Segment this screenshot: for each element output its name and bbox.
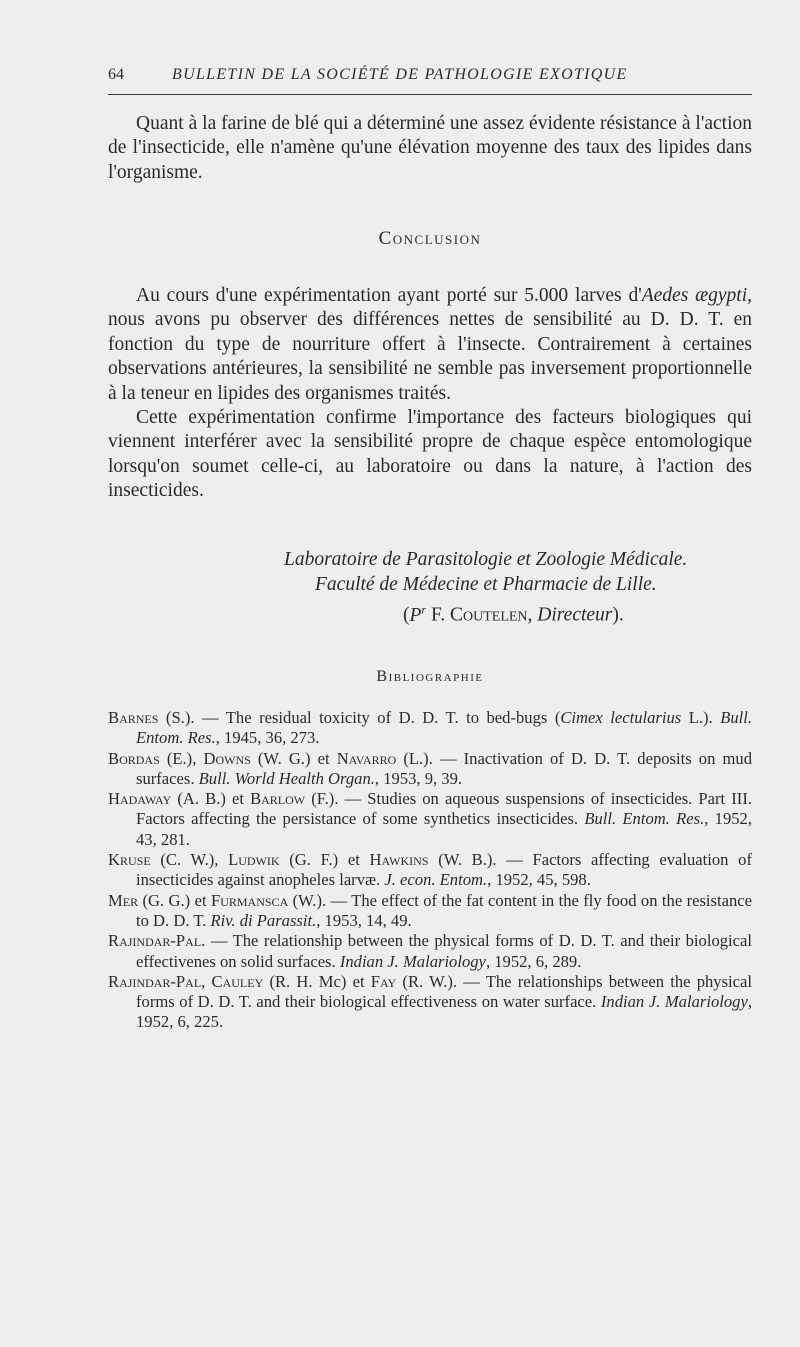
ref-text: (W. G.) et [250,748,337,768]
affiliation-faculty: Faculté de Médecine et Pharmacie de Lille. [315,573,657,595]
ref-details: , 1952, 45, 598. [487,870,591,890]
page-number: 64 [108,66,124,83]
ref-author: Bordas [108,748,160,768]
paren-close: ). [612,604,624,626]
bibliography-heading: Bibliographie [376,668,484,685]
ref-text: (W.). — The effect of the fat content in the fly food on the resistance to D. D. T. [136,890,752,930]
reference-item [108,789,752,850]
ref-text: (G. F.) et [279,850,370,870]
intro-paragraph: Quant à la farine de blé qui a déterminé une assez évidente résistance à l'action de l'insecticide, elle n'amène qu'une élévation moyenne des taux des lipides dans l'organisme. [108,113,752,183]
ref-text: , [201,971,212,991]
reference-item [108,972,752,1033]
ref-author: Cauley [211,971,264,991]
ref-text: (S.). — The residual toxicity of D. D. T. to bed-bugs ( [158,708,561,727]
director-role: Directeur [537,604,613,626]
paren-open: ( [403,604,410,626]
text-run: Au cours d'une expérimentation ayant porté sur 5.000 larves d' [136,285,642,306]
ref-details: , 1953, 9, 39. [374,768,463,788]
ref-details: , 1952, 6, 225. [136,992,752,1032]
conclusion-paragraph-2: Cette expérimentation confirme l'importance des facteurs biologiques qui viennent interférer avec la sensibilité propre de chaque espèce entomologique lorsqu'on soumet celle-ci, au laboratoire ou dans la nature, à l'action des insecticides. [108,407,752,502]
affiliation-laboratory: Laboratoire de Parasitologie et Zoologie Médicale. [284,549,688,570]
ref-details: , 1953, 14, 49. [316,910,412,930]
conclusion-body [108,284,752,504]
conclusion-heading: Conclusion [378,228,482,249]
ref-text: (L.). — Inactivation of D. D. T. deposits on mud surfaces. [136,748,752,788]
ref-text: (R. W.). — The relationships between the physical forms of D. D. T. and their biological effectiveness on water surface. [136,971,752,1012]
affiliation-director [403,597,624,628]
ref-author: Mer [108,890,139,910]
ref-text: (F.). — Studies on aqueous suspensions of insecticides. Part III. Factors affecting the persistance of some synthetics insecticides. [136,789,752,829]
ref-author: Fay [370,971,397,991]
reference-item [108,931,752,972]
ref-details: , 1952, 6, 289. [485,951,582,971]
reference-item [108,891,752,932]
running-title: BULLETIN DE LA SOCIÉTÉ DE PATHOLOGIE EXOTIQUE [172,66,628,83]
reference-item [108,850,752,891]
header-rule [108,94,752,95]
ref-author: Hadaway [108,789,172,809]
ref-text: (A. B.) et [171,789,251,809]
ref-source: Bull. Entom. Res. [584,809,705,829]
reference-item [108,708,752,749]
ref-author: Kruse [108,850,151,870]
bibliography-list [108,708,752,1033]
ref-text: (W. B.). — Factors affecting evaluation of insecticides against anopheles larvæ. [136,850,752,890]
ref-species: Cimex lectularius [560,708,682,727]
conclusion-paragraph-1 [108,284,752,406]
ref-details: , 1952, 43, 281. [136,809,752,849]
ref-author: Navarro [336,748,397,768]
ref-source: J. econ. Entom. [384,870,488,890]
ref-author: Hawkins [369,850,429,870]
ref-author: Ludwik [228,850,280,870]
ref-text: (R. H. Mc) et [263,971,371,991]
ref-text: L.). [681,708,721,727]
ref-source: Indian J. Malariology [600,992,748,1012]
ref-text: (E.), [159,748,204,768]
ref-author: Barlow [250,789,306,809]
ref-author: Rajindar-Pal [108,931,202,951]
ref-source: Riv. di Parassit. [210,910,317,930]
ref-source: Indian J. Malariology [339,951,486,971]
ref-text: (C. W.), [150,850,229,870]
title-sup: r [421,602,427,616]
ref-author: Rajindar-Pal [108,971,202,991]
reference-item [108,749,752,790]
ref-details: , 1945, 36, 273. [215,728,320,748]
species-name: Aedes ægypti [641,285,748,306]
ref-source: Bull. Entom. Res. [136,708,752,748]
ref-text: . — The relationship between the physical forms of D. D. T. and their biological effectivenes on solid surfaces. [136,931,752,971]
ref-author: Downs [203,748,251,768]
text-run: , nous avons pu observer des différences nettes de sensibilité au D. D. T. en fonction du type de nourriture offert à l'insecte. Contrairement à certaines observations antérieures, la sensibilité ne semble pas inversement proportionnelle à la teneur en lipides des organismes traités. [108,285,753,404]
intro-paragraph-block [108,112,752,185]
ref-source: Bull. World Health Organ. [198,768,375,788]
ref-author: Furmansca [210,890,289,910]
director-name: F. Coutelen, [430,604,533,626]
professor-title: $P^r$ [409,602,427,626]
ref-author: Barnes [108,708,159,727]
ref-text: (G. G.) et [138,890,211,910]
